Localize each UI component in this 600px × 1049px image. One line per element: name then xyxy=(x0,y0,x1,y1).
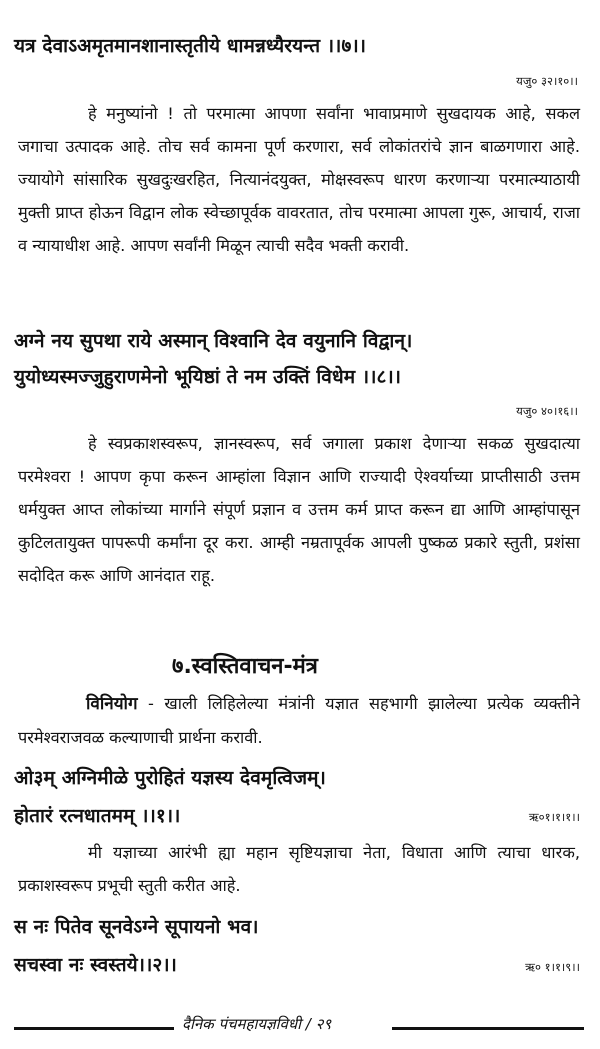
viniyog-paragraph xyxy=(18,687,580,754)
paragraph-text: मी यज्ञाच्या आरंभी ह्या महान सृष्टियज्ञाचा नेता, विधाता आणि त्याचा धारक, प्रकाशस्वरूप प्रभूची स्तुती करीत आहे. xyxy=(18,843,580,895)
paragraph-explanation-2 xyxy=(18,427,580,647)
mantra-8-reference: यजु० ४०।१६।। xyxy=(516,404,578,418)
mantra-7-reference: यजु० ३२।१०।। xyxy=(516,74,578,88)
mantra-8-line-2: युयोध्यस्मज्जुहुराणमेनो भूयिष्ठां ते नम उक्तिं विधेम ।।८।। xyxy=(14,366,402,388)
viniyog-text: - खाली लिहिलेल्या मंत्रांनी यज्ञात सहभागी झालेल्या प्रत्येक व्यक्तीने परमेश्वराजवळ कल्याणाची प्रार्थना करावी. xyxy=(18,694,580,747)
mantra-2-reference: ऋ० १।१।९।। xyxy=(525,960,580,974)
footer-page-title: दैनिक पंचमहायज्ञविधी / २९ xyxy=(182,1015,332,1033)
section-heading: ७.स्वस्तिवाचन-मंत्र xyxy=(172,654,318,679)
paragraph-text: हे स्वप्रकाशस्वरूप, ज्ञानस्वरूप, सर्व जगाला प्रकाश देणाऱ्या सकळ सुखदात्या परमेश्वरा ! आपण कृपा करून आम्हांला विज्ञान आणि राज्यादी ऐश्वर्याच्या प्राप्तीसाठी उत्तम धर्मयुक्त आप्त लोकांच्या मार्गाने संपूर्ण प्रज्ञान व उत्तम कर्म प्राप्त करून द्या आणि आम्हांपासून कुटिलतायुक्त पापरूपी कर्मांना दूर करा. आम्ही नम्रतापूर्वक आपली पुष्कळ प्रकारे स्तुती, प्रशंसा सदोदित करू आणि आनंदात राहू. xyxy=(18,434,580,585)
mantra-2-line-2: सचस्वा नः स्वस्तये।।२।। xyxy=(14,954,177,976)
paragraph-text: हे मनुष्यांनो ! तो परमात्मा आपणा सर्वांना भावाप्रमाणे सुखदायक आहे, सकल जगाचा उत्पादक आहे. तोच सर्व कामना पूर्ण करणारा, सर्व लोकांतरांचे ज्ञान बाळगणारा आहे. ज्यायोगे सांसारिक सुखदुःखरहित, नित्यानंदयुक्त, मोक्षस्वरूप धारण करणाऱ्या परमात्म्याठायी मुक्ती प्राप्त होऊन विद्वान लोक स्वेच्छापूर्वक वावरतात, तोच परमात्मा आपला गुरू, आचार्य, राजा व न्यायाधीश आहे. आपण सर्वांनी मिळून त्याची सदैव भक्ती करावी. xyxy=(18,104,580,255)
mantra-2-line-1: स नः पितेव सूनवेऽग्ने सूपायनो भव। xyxy=(14,916,259,938)
paragraph-explanation-1 xyxy=(18,97,580,328)
mantra-1-line-1: ओ३म् अग्निमीळे पुरोहितं यज्ञस्य देवमृत्विजम्। xyxy=(14,767,326,789)
footer-rule-right xyxy=(392,1027,584,1030)
mantra-8-line-1: अग्ने नय सुपथा राये अस्मान् विश्वानि देव वयुनानि विद्वान्। xyxy=(14,330,413,352)
mantra-1-reference: ऋ०१।१।१।। xyxy=(528,810,580,824)
paragraph-explanation-3 xyxy=(18,836,580,906)
footer-rule-left xyxy=(14,1027,174,1030)
mantra-1-line-2: होतारं रत्नधातमम् ।।१।। xyxy=(14,805,181,827)
viniyog-label: विनियोग xyxy=(86,694,138,714)
mantra-7-line: यत्र देवाऽअमृतमानशानास्तृतीये धामन्नध्यैरयन्त ।।७।। xyxy=(14,35,367,57)
